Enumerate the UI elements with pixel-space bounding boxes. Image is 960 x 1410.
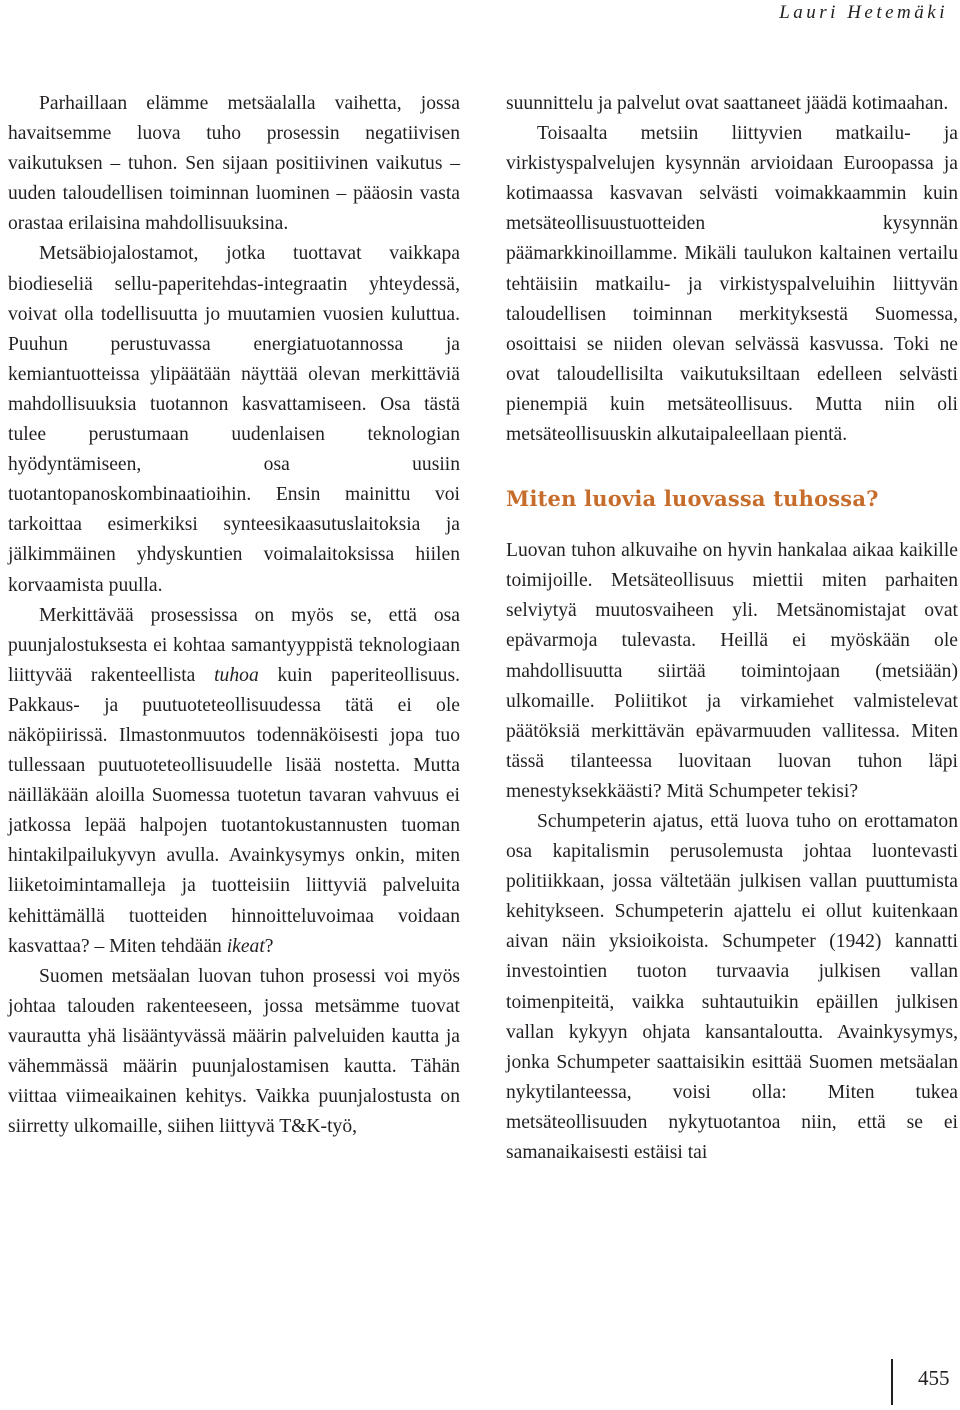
paragraph: Suomen metsäalan luovan tuhon prosessi voi myös johtaa talouden rakenteeseen, jossa metsämme tuovat vaurautta yhä lisääntyvässä määrin palveluiden kautta ja vähemmässä määrin puunjalostamisen kautta. Tähän viittaa viimeaikainen kehitys. Vaikka puunjalostusta on siirretty ulkomaille, siihen liittyvä T&K-työ, xyxy=(8,965,460,1138)
paragraph: Parhaillaan elämme metsäalalla vaihetta, jossa havaitsemme luova tuho prosessin negatiivisen vaikutuksen – tuhon. Sen sijaan positiivinen vaikutus – uuden taloudellisen toiminnan luominen – pääosin vasta orastaa erilaisina mahdollisuuksina. xyxy=(8,93,460,235)
emphasis-text: ikeat xyxy=(226,935,265,957)
text-run: ? xyxy=(264,935,274,957)
page-number: 455 xyxy=(918,1366,950,1390)
left-column xyxy=(8,89,460,1142)
paragraph: Toisaalta metsiin liittyvien matkailu- ja virkistyspalvelujen kysynnän arvioidaan Euroopassa ja kotimaassa kasvavan selvästi voimakkaammin kuin metsäteollisuustuotteiden kysynnän päämarkkinoillamme. Mikäli taulukon kaltainen vertailu tehtäisiin matkailu- ja virkistyspalveluihin liittyvän taloudellisen toiminnan merkityksestä Suomessa, osoittaisi se niiden olevan selvässä kasvussa. Toki ne ovat taloudellisilta vaikutuksiltaan edelleen selvästi pienempiä kuin metsäteollisuus. Mutta niin oli metsäteollisuuskin alkutaipaleellaan pientä. xyxy=(506,123,958,446)
running-header-author: Lauri Hetemäki xyxy=(779,2,948,23)
right-column xyxy=(506,89,958,1168)
text-run: Merkittävää prosessissa on myös se, että osa puunjalostuksesta ei kohtaa samantyyppistä teknologiaan liittyvää rakenteellista xyxy=(8,604,460,686)
paragraph-continued: suunnittelu ja palvelut ovat saattaneet jäädä kotimaahan. xyxy=(506,93,949,114)
page-number-rule xyxy=(891,1359,893,1405)
text-run: kuin paperiteollisuus. Pakkaus- ja puutuoteteollisuudessa tätä ei ole näköpiirissä. Ilmastonmuutos todennäköisesti jopa tuo tullessaan puutuoteteollisuudelle lisää nostetta. Mutta näilläkään aloilla Suomessa tuotetun tavaran vahvuus ei jatkossa lepää halpojen tuotantokustannusten tuoman hintakilpailukyvyn avulla. Avainkysymys onkin, miten liiketoimintamalleja ja tuotteisiin liittyviä palveluita kehittämällä tuotteiden hinnoitteluvoimaa voidaan kasvattaa? – Miten tehdään xyxy=(8,664,460,957)
section-heading: Miten luovia luovassa tuhossa? xyxy=(506,486,879,512)
paragraph xyxy=(8,601,460,962)
paragraph: Metsäbiojalostamot, jotka tuottavat vaikkapa biodieseliä sellu-paperitehdas-integraatin yhteydessä, voivat olla todellisuutta jo muutamien vuosien kuluttua. Puuhun perustuvassa energiatuotannossa ja kemiantuotteissa ylipäätään näyttää olevan merkittäviä mahdollisuuksia tuotannon kasvattamiseen. Osa tästä tulee perustumaan uudenlaisen teknologian hyödyntämiseen, osa uusiin tuotantopanoskombinaatioihin. Ensin mainittu voi tarkoittaa esimerkiksi synteesikaasutuslaitoksia ja jälkimmäinen yhdyskuntien voimalaitoksissa hiilen korvaamista puulla. xyxy=(8,243,460,596)
paragraph: Schumpeterin ajatus, että luova tuho on erottamaton osa kapitalismin perusolemusta johtaa luontevasti politiikkaan, jossa vältetään julkisen vallan puuttumista kehitykseen. Schumpeterin ajattelu ei ollut kuitenkaan aivan näin yksioikoista. Schumpeter (1942) kannatti investointien tuoton turvaavia julkisen vallan toimenpiteitä, vaikka suhtautuikin epäillen julkisen vallan kykyyn ohjata kansantaloutta. Avainkysymys, jonka Schumpeter saattaisikin esittää Suomen metsäalan nykytilanteessa, voisi olla: Miten tukea metsäteollisuuden nykytuotantoa niin, että se ei samanaikaisesti estäisi tai xyxy=(506,810,958,1163)
paragraph: Luovan tuhon alkuvaihe on hyvin hankalaa aikaa kaikille toimijoille. Metsäteollisuus miettii miten parhaiten selviytyä muutosvaiheen yli. Metsänomistajat ovat epävarmoja tulevasta. Heillä ei myöskään ole mahdollisuutta siirtää toimintojaan (metsiään) ulkomaille. Poliitikot ja virkamiehet valmistelevat päätöksiä merkittävän epävarmuuden vallitessa. Miten tässä tilanteessa luovitaan luovan tuhon läpi menestyksekkäästi? Mitä Schumpeter tekisi? xyxy=(506,540,958,802)
emphasis-text: tuhoa xyxy=(214,664,259,686)
